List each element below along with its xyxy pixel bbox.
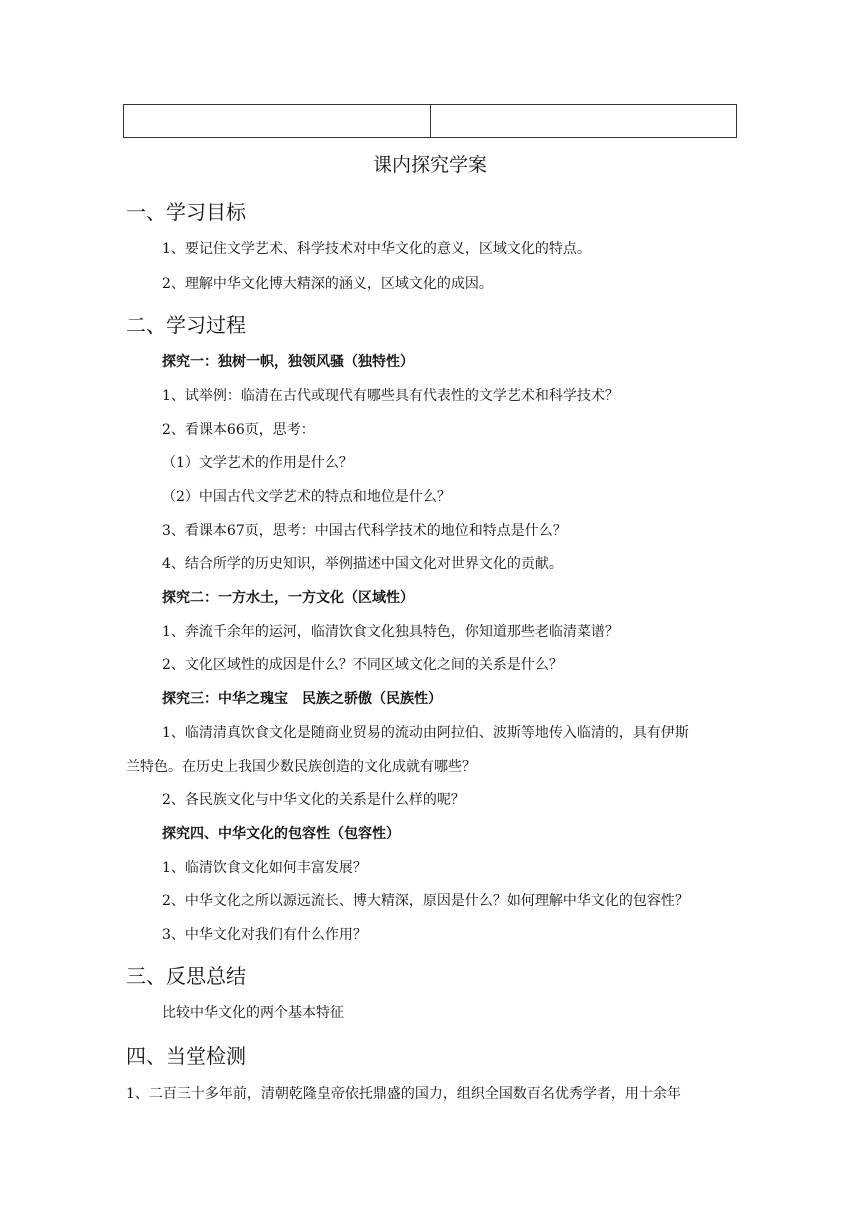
header-table [123, 104, 737, 138]
goal-item-2: 2、理解中华文化博大精深的涵义，区域文化的成因。 [162, 276, 493, 292]
reflection-text: 比较中华文化的两个基本特征 [162, 1005, 344, 1021]
inquiry-1-item-2: 2、看课本66页，思考： [162, 422, 315, 438]
inquiry-1-item-4: 4、结合所学的历史知识，举例描述中国文化对世界文化的贡献。 [162, 556, 563, 572]
inquiry-4-item-1: 1、临清饮食文化如何丰富发展？ [162, 860, 367, 876]
header-table-cell-left [124, 105, 430, 137]
document-title: 课内探究学案 [372, 154, 487, 176]
section-heading-test: 四、当堂检测 [126, 1044, 246, 1068]
test-question-1: 1、二百三十多年前，清朝乾隆皇帝依托鼎盛的国力，组织全国数百名优秀学者，用十余年 [126, 1086, 681, 1102]
inquiry-3-item-2: 2、各民族文化与中华文化的关系是什么样的呢？ [162, 792, 465, 808]
inquiry-1-heading: 探究一：独树一帜，独领风骚（独特性） [162, 354, 414, 370]
inquiry-1-item-3: 3、看课本67页，思考：中国古代科学技术的地位和特点是什么？ [162, 523, 567, 539]
section-heading-process: 二、学习过程 [126, 313, 246, 337]
inquiry-3-item-1-line-2: 兰特色。在历史上我国少数民族创造的文化成就有哪些？ [126, 759, 476, 775]
inquiry-4-item-2: 2、中华文化之所以源远流长、博大精深，原因是什么？如何理解中华文化的包容性？ [162, 893, 689, 909]
inquiry-1-subitem-2: （2）中国古代文学艺术的特点和地位是什么？ [162, 489, 451, 505]
inquiry-2-item-1: 1、奔流千余年的运河，临清饮食文化独具特色，你知道那些老临清菜谱？ [162, 624, 619, 640]
header-table-cell-right [430, 105, 737, 137]
inquiry-3-heading: 探究三：中华之瑰宝 民族之骄傲（民族性） [162, 691, 442, 707]
inquiry-2-heading: 探究二：一方水土，一方文化（区域性） [162, 590, 414, 606]
inquiry-2-item-2: 2、文化区域性的成因是什么？不同区域文化之间的关系是什么？ [162, 657, 563, 673]
inquiry-4-item-3: 3、中华文化对我们有什么作用？ [162, 927, 367, 943]
inquiry-1-item-1: 1、试举例：临清在古代或现代有哪些具有代表性的文学艺术和科学技术？ [162, 388, 619, 404]
inquiry-3-item-1-line-1: 1、临清清真饮食文化是随商业贸易的流动由阿拉伯、波斯等地传入临清的，具有伊斯 [162, 725, 689, 741]
inquiry-4-heading: 探究四、中华文化的包容性（包容性） [162, 826, 400, 842]
inquiry-1-subitem-1: （1）文学艺术的作用是什么？ [162, 455, 353, 471]
goal-item-1: 1、要记住文学艺术、科学技术对中华文化的意义，区域文化的特点。 [162, 241, 591, 257]
section-heading-reflection: 三、反思总结 [126, 964, 246, 988]
section-heading-goals: 一、学习目标 [126, 200, 246, 224]
